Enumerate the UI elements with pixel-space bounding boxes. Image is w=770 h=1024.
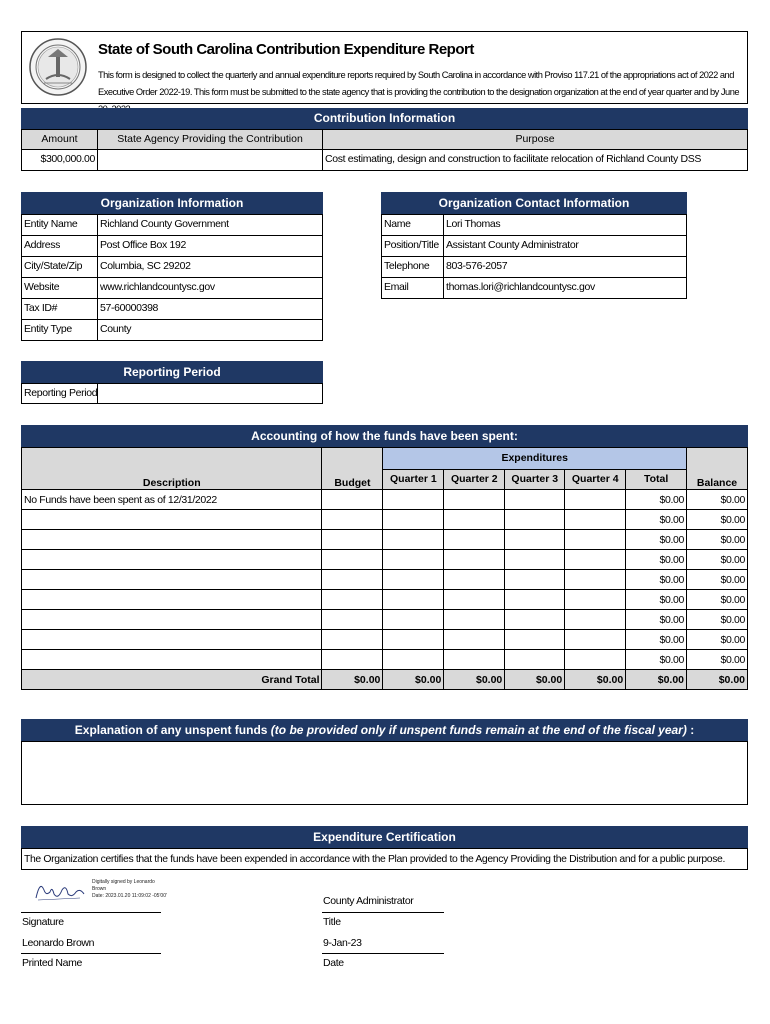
digital-signature-line-3: Date: 2023.01.20 11:09:02 -05'00' xyxy=(92,893,167,899)
row-q1[interactable] xyxy=(383,610,444,630)
row-balance: $0.00 xyxy=(687,510,748,530)
accounting-table xyxy=(21,447,748,690)
org-field-value[interactable]: Columbia, SC 29202 xyxy=(97,256,323,278)
signature-image xyxy=(32,876,88,906)
contact-field-label: Position/Title xyxy=(381,235,444,257)
digital-signature-line-1: Digitally signed by Leonardo xyxy=(92,879,155,885)
state-seal-icon xyxy=(28,35,88,99)
row-description[interactable] xyxy=(22,530,322,550)
explanation-heading-main: Explanation of any unspent funds xyxy=(74,723,271,737)
row-q4[interactable] xyxy=(565,510,626,530)
organization-heading: Organization Information xyxy=(21,192,323,214)
amount-value[interactable]: $300,000.00 xyxy=(21,149,98,171)
row-description[interactable] xyxy=(22,550,322,570)
contact-field-value[interactable]: thomas.lori@richlandcountysc.gov xyxy=(443,277,687,299)
row-total: $0.00 xyxy=(626,570,687,590)
row-q3[interactable] xyxy=(505,610,565,630)
org-field-value[interactable]: Post Office Box 192 xyxy=(97,235,323,257)
report-title: State of South Carolina Contribution Expenditure Report xyxy=(98,41,474,58)
row-description[interactable] xyxy=(22,590,322,610)
row-total: $0.00 xyxy=(626,630,687,650)
row-budget[interactable] xyxy=(322,510,383,530)
printed-name-line xyxy=(21,953,161,954)
org-field-value[interactable]: 57-60000398 xyxy=(97,298,323,320)
signature-line xyxy=(21,912,161,913)
contact-field-value[interactable]: Assistant County Administrator xyxy=(443,235,687,257)
grand-total-budget: $0.00 xyxy=(322,670,383,690)
row-q1[interactable] xyxy=(383,490,444,510)
row-total: $0.00 xyxy=(626,490,687,510)
row-q4[interactable] xyxy=(565,590,626,610)
table-row xyxy=(22,530,748,550)
table-row xyxy=(22,490,748,510)
org-field-label: Website xyxy=(21,277,98,299)
org-field-label: Address xyxy=(21,235,98,257)
quarter-3-header: Quarter 3 xyxy=(505,469,565,490)
table-row xyxy=(22,610,748,630)
row-total: $0.00 xyxy=(626,650,687,670)
description-header: Description xyxy=(22,448,322,490)
title-line xyxy=(322,912,444,913)
row-q2[interactable] xyxy=(444,490,505,510)
row-balance: $0.00 xyxy=(687,530,748,550)
title-label: Title xyxy=(323,916,341,928)
grand-total-label: Grand Total xyxy=(22,670,322,690)
row-balance: $0.00 xyxy=(687,610,748,630)
row-q2[interactable] xyxy=(444,590,505,610)
balance-header: Balance xyxy=(687,448,748,490)
quarter-1-header: Quarter 1 xyxy=(383,469,444,490)
row-description[interactable]: No Funds have been spent as of 12/31/2022 xyxy=(22,490,322,510)
row-total: $0.00 xyxy=(626,610,687,630)
row-balance: $0.00 xyxy=(687,570,748,590)
header-box xyxy=(21,31,748,104)
quarter-2-header: Quarter 2 xyxy=(444,469,505,490)
row-q1[interactable] xyxy=(383,530,444,550)
reporting-heading: Reporting Period xyxy=(21,361,323,383)
digital-signature-stamp xyxy=(92,879,167,900)
row-description[interactable] xyxy=(22,630,322,650)
row-balance: $0.00 xyxy=(687,490,748,510)
table-row xyxy=(22,550,748,570)
quarter-4-header: Quarter 4 xyxy=(565,469,626,490)
agency-header: State Agency Providing the Contribution xyxy=(97,129,323,150)
row-budget[interactable] xyxy=(322,490,383,510)
org-field-value[interactable]: Richland County Government xyxy=(97,214,323,236)
expenditures-header: Expenditures xyxy=(383,448,687,470)
row-budget[interactable] xyxy=(322,590,383,610)
row-budget[interactable] xyxy=(322,610,383,630)
row-q1[interactable] xyxy=(383,630,444,650)
org-field-value[interactable]: www.richlandcountysc.gov xyxy=(97,277,323,299)
explanation-heading-italic: (to be provided only if unspent funds remain at the end of the fiscal year) xyxy=(270,723,687,737)
contact-field-label: Name xyxy=(381,214,444,236)
contact-field-value[interactable]: 803-576-2057 xyxy=(443,256,687,278)
row-q4[interactable] xyxy=(565,610,626,630)
row-description[interactable] xyxy=(22,570,322,590)
budget-header: Budget xyxy=(322,448,383,490)
row-q3[interactable] xyxy=(505,490,565,510)
digital-signature-line-2: Brown xyxy=(92,886,107,892)
row-q1[interactable] xyxy=(383,570,444,590)
row-q3[interactable] xyxy=(505,570,565,590)
table-row xyxy=(22,570,748,590)
org-field-label: City/State/Zip xyxy=(21,256,98,278)
reporting-period-label: Reporting Period xyxy=(21,383,98,404)
date-line xyxy=(322,953,444,954)
contact-field-label: Telephone xyxy=(381,256,444,278)
row-total: $0.00 xyxy=(626,510,687,530)
row-balance: $0.00 xyxy=(687,630,748,650)
row-q2[interactable] xyxy=(444,510,505,530)
row-description[interactable] xyxy=(22,510,322,530)
row-budget[interactable] xyxy=(322,570,383,590)
row-q3[interactable] xyxy=(505,530,565,550)
grand-total-q3: $0.00 xyxy=(505,670,565,690)
row-q4[interactable] xyxy=(565,570,626,590)
table-row xyxy=(22,630,748,650)
contribution-heading: Contribution Information xyxy=(21,108,748,129)
grand-total-q4: $0.00 xyxy=(565,670,626,690)
row-q2[interactable] xyxy=(444,610,505,630)
table-row xyxy=(22,510,748,530)
row-q1[interactable] xyxy=(383,550,444,570)
row-q1[interactable] xyxy=(383,510,444,530)
row-q3[interactable] xyxy=(505,630,565,650)
row-q2[interactable] xyxy=(444,550,505,570)
row-budget[interactable] xyxy=(322,530,383,550)
date-label: Date xyxy=(323,957,344,969)
amount-header: Amount xyxy=(21,129,98,150)
row-q1[interactable] xyxy=(383,650,444,670)
row-q1[interactable] xyxy=(383,590,444,610)
certification-heading: Expenditure Certification xyxy=(21,826,748,848)
org-field-label: Entity Type xyxy=(21,319,98,341)
org-field-label: Tax ID# xyxy=(21,298,98,320)
title-value[interactable]: County Administrator xyxy=(323,895,414,907)
grand-total-total: $0.00 xyxy=(626,670,687,690)
printed-name-label: Printed Name xyxy=(22,957,82,969)
grand-total-q1: $0.00 xyxy=(383,670,444,690)
explanation-heading xyxy=(21,719,748,741)
row-q2[interactable] xyxy=(444,530,505,550)
row-description[interactable] xyxy=(22,610,322,630)
table-row xyxy=(22,650,748,670)
org-field-label: Entity Name xyxy=(21,214,98,236)
explanation-textarea[interactable] xyxy=(21,741,748,805)
row-q4[interactable] xyxy=(565,490,626,510)
row-budget[interactable] xyxy=(322,630,383,650)
purpose-header: Purpose xyxy=(322,129,748,150)
row-q3[interactable] xyxy=(505,590,565,610)
explanation-heading-suffix: : xyxy=(686,723,695,737)
report-description: This form is designed to collect the quarterly and annual expenditure reports required by South Carolina in accordance with Proviso 117.21 of the appropriations act of 2022 and Executive Order 2022-19. This form must be submitted to the state agency that is providing the contribution to the designation organization at the end of year quarter and by June xyxy=(98,70,740,97)
row-total: $0.00 xyxy=(626,530,687,550)
org-field-value[interactable]: County xyxy=(97,319,323,341)
date-value[interactable]: 9-Jan-23 xyxy=(323,937,362,949)
row-description[interactable] xyxy=(22,650,322,670)
table-row xyxy=(22,590,748,610)
row-q2[interactable] xyxy=(444,630,505,650)
grand-total-balance: $0.00 xyxy=(687,670,748,690)
row-q2[interactable] xyxy=(444,650,505,670)
row-balance: $0.00 xyxy=(687,550,748,570)
row-total: $0.00 xyxy=(626,550,687,570)
printed-name-value[interactable]: Leonardo Brown xyxy=(22,937,95,949)
row-budget[interactable] xyxy=(322,650,383,670)
row-q4[interactable] xyxy=(565,530,626,550)
row-q2[interactable] xyxy=(444,570,505,590)
row-q4[interactable] xyxy=(565,650,626,670)
contact-field-label: Email xyxy=(381,277,444,299)
row-total: $0.00 xyxy=(626,590,687,610)
purpose-value[interactable]: Cost estimating, design and construction to facilitate relocation of Richland County DSS xyxy=(322,149,748,171)
reporting-period-value[interactable] xyxy=(97,383,323,404)
accounting-heading: Accounting of how the funds have been spent: xyxy=(21,425,748,447)
grand-total-q2: $0.00 xyxy=(444,670,505,690)
row-q3[interactable] xyxy=(505,550,565,570)
row-balance: $0.00 xyxy=(687,650,748,670)
row-q3[interactable] xyxy=(505,650,565,670)
contact-field-value[interactable]: Lori Thomas xyxy=(443,214,687,236)
row-q4[interactable] xyxy=(565,550,626,570)
signature-label: Signature xyxy=(22,916,64,928)
row-q3[interactable] xyxy=(505,510,565,530)
row-q4[interactable] xyxy=(565,630,626,650)
row-balance: $0.00 xyxy=(687,590,748,610)
total-header: Total xyxy=(626,469,687,490)
agency-value[interactable] xyxy=(97,149,323,171)
contact-heading: Organization Contact Information xyxy=(381,192,687,214)
certification-statement: The Organization certifies that the funds have been expended in accordance with the Plan provided to the Agency Providing the Distribution and for a public purpose. xyxy=(21,848,748,870)
row-budget[interactable] xyxy=(322,550,383,570)
